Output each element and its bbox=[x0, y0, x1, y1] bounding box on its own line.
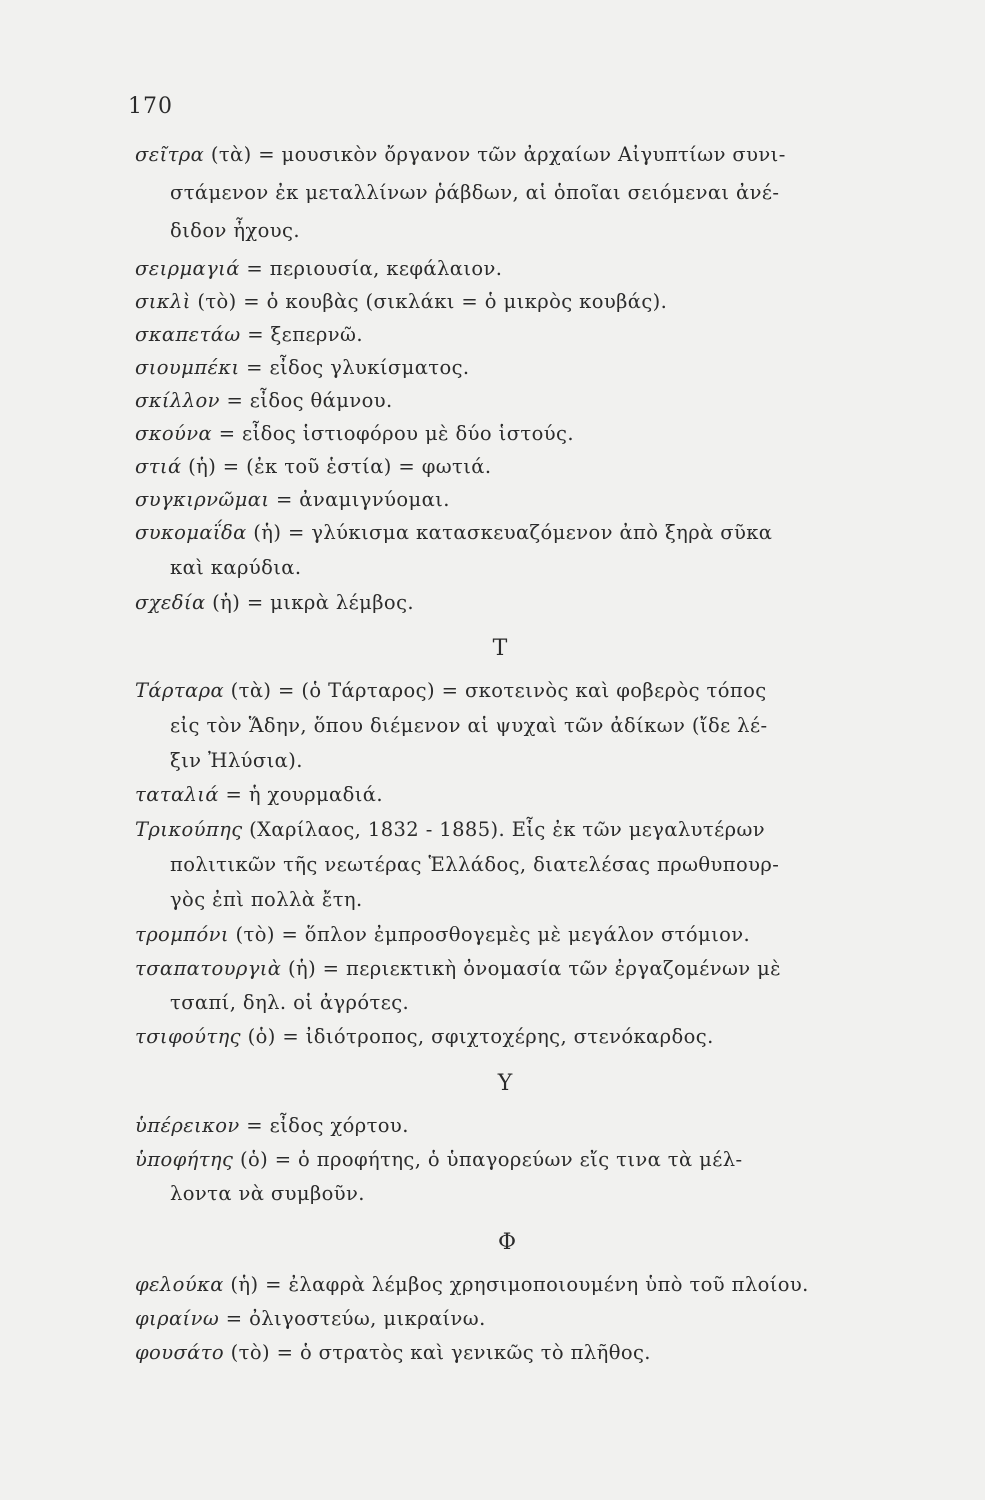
entry-skillon bbox=[135, 389, 393, 412]
entry-term: σιουμπέκι bbox=[135, 356, 240, 379]
entry-term: στιά bbox=[135, 455, 182, 478]
entry-definition: = ὀλιγοστεύω, μικραίνω. bbox=[219, 1307, 486, 1330]
entry-continuation: στάμενον ἐκ μεταλλίνων ῥάβδων, αἱ ὁποῖαι σειόμεναι ἀνέ- bbox=[170, 181, 780, 204]
entry-stia bbox=[135, 455, 491, 478]
entry-trompomi bbox=[135, 923, 750, 946]
entry-term: σκούνα bbox=[135, 422, 213, 445]
entry-term: ὑποφήτης bbox=[135, 1148, 234, 1171]
entry-definition: (τὸ) = ὁ στρατὸς καὶ γενικῶς τὸ πλῆθος. bbox=[224, 1341, 651, 1364]
entry-continuation: πολιτικῶν τῆς νεωτέρας Ἑλλάδος, διατελέσας πρωθυπουρ- bbox=[170, 853, 780, 876]
entry-seirmagia bbox=[135, 257, 502, 280]
entry-term: φιραίνω bbox=[135, 1307, 220, 1330]
entry-definition: (Χαρίλαος, 1832 - 1885). Εἷς ἐκ τῶν μεγαλυτέρων bbox=[242, 818, 766, 841]
entry-definition: (ὁ) = ὁ προφήτης, ὁ ὑπαγορεύων εἴς τινα τὰ μέλ- bbox=[233, 1148, 743, 1171]
entry-firaino bbox=[135, 1307, 486, 1330]
entry-continuation: λοντα νὰ συμβοῦν. bbox=[170, 1182, 365, 1205]
entry-term: φουσάτο bbox=[135, 1341, 225, 1364]
entry-term: τσιφούτης bbox=[135, 1025, 241, 1048]
entry-definition: = ξεπερνῶ. bbox=[240, 323, 363, 346]
entry-definition: = εἶδος γλυκίσματος. bbox=[239, 356, 470, 379]
entry-definition: (ὁ) = ἰδιότροπος, σφιχτοχέρης, στενόκαρδος. bbox=[241, 1025, 714, 1048]
entry-definition: = ἀναμιγνύομαι. bbox=[269, 488, 450, 511]
entry-definition: (ἡ) = μικρὰ λέμβος. bbox=[205, 591, 414, 614]
entry-term: σκαπετάω bbox=[135, 323, 241, 346]
entry-term: σχεδία bbox=[135, 591, 206, 614]
entry-sykomaida bbox=[135, 521, 772, 544]
entry-term: σκίλλον bbox=[135, 389, 220, 412]
entry-definition: (ἡ) = (ἐκ τοῦ ἑστία) = φωτιά. bbox=[181, 455, 492, 478]
section-letter-tau: Τ bbox=[492, 636, 508, 661]
entry-tsifoutis bbox=[135, 1025, 714, 1048]
entry-term: ταταλιά bbox=[135, 783, 219, 806]
entry-definition: = ἡ χουρμαδιά. bbox=[218, 783, 383, 806]
entry-definition: = εἶδος θάμνου. bbox=[219, 389, 393, 412]
entry-seitra bbox=[135, 143, 786, 166]
entry-term: σικλὶ bbox=[135, 290, 191, 313]
entry-continuation: ξιν Ἠλύσια). bbox=[170, 749, 303, 772]
entry-definition: (τὸ) = ὁ κουβὰς (σικλάκι = ὁ μικρὸς κουβάς). bbox=[190, 290, 668, 313]
entry-felouka bbox=[135, 1273, 809, 1296]
entry-definition: (τὰ) = (ὁ Τάρταρος) = σκοτεινὸς καὶ φοβερὸς τόπος bbox=[224, 679, 767, 702]
entry-term: Τάρταρα bbox=[135, 679, 225, 702]
entry-term: συκομαΐδα bbox=[135, 521, 247, 544]
entry-fousato bbox=[135, 1341, 651, 1364]
entry-tartara bbox=[135, 679, 767, 702]
entry-definition: (ἡ) = ἐλαφρὰ λέμβος χρησιμοποιουμένη ὑπὸ τοῦ πλοίου. bbox=[223, 1273, 809, 1296]
entry-ypofitis bbox=[135, 1148, 742, 1171]
entry-continuation: καὶ καρύδια. bbox=[170, 556, 302, 579]
entry-definition: = εἶδος χόρτου. bbox=[239, 1114, 409, 1137]
entry-definition: (τὰ) = μουσικὸν ὄργανον τῶν ἀρχαίων Αἰγυπτίων συνι- bbox=[204, 143, 786, 166]
entry-ypereikon bbox=[135, 1114, 409, 1137]
entry-continuation: τσαπί, δηλ. οἱ ἀγρότες. bbox=[170, 991, 410, 1014]
entry-tsapatourgia bbox=[135, 957, 781, 980]
entry-skapetao bbox=[135, 323, 363, 346]
entry-continuation: γὸς ἐπὶ πολλὰ ἔτη. bbox=[170, 888, 363, 911]
entry-definition: = εἶδος ἱστιοφόρου μὲ δύο ἱστούς. bbox=[212, 422, 574, 445]
entry-continuation: διδον ἦχους. bbox=[170, 219, 300, 242]
entry-term: σειρμαγιά bbox=[135, 257, 240, 280]
entry-continuation: εἰς τὸν Ἅδην, ὅπου διέμενον αἱ ψυχαὶ τῶν ἀδίκων (ἴδε λέ- bbox=[170, 714, 768, 737]
entry-term: Τρικούπης bbox=[135, 818, 243, 841]
entry-term: τρομπόνι bbox=[135, 923, 229, 946]
entry-skouna bbox=[135, 422, 574, 445]
entry-term: ὑπέρεικον bbox=[135, 1114, 240, 1137]
section-letter-phi: Φ bbox=[497, 1230, 517, 1255]
entry-definition: (ἡ) = περιεκτικὴ ὀνομασία τῶν ἐργαζομένων μὲ bbox=[281, 957, 782, 980]
entry-definition: (τὸ) = ὅπλον ἐμπροσθογεμὲς μὲ μεγάλον στόμιον. bbox=[228, 923, 751, 946]
entry-sikli bbox=[135, 290, 667, 313]
entry-definition: = περιουσία, κεφάλαιον. bbox=[239, 257, 503, 280]
entry-term: σεῖτρα bbox=[135, 143, 205, 166]
entry-definition: (ἡ) = γλύκισμα κατασκευαζόμενον ἀπὸ ξηρὰ σῦκα bbox=[246, 521, 773, 544]
entry-term: τσαπατουργιὰ bbox=[135, 957, 282, 980]
entry-sygkirnomai bbox=[135, 488, 450, 511]
entry-term: φελούκα bbox=[135, 1273, 224, 1296]
section-letter-upsilon: Υ bbox=[497, 1071, 513, 1096]
page-number: 170 bbox=[128, 94, 173, 119]
entry-sioumpeki bbox=[135, 356, 470, 379]
entry-trikoupis bbox=[135, 818, 765, 841]
entry-tatalia bbox=[135, 783, 383, 806]
entry-term: συγκιρνῶμαι bbox=[135, 488, 270, 511]
entry-schedia bbox=[135, 591, 414, 614]
